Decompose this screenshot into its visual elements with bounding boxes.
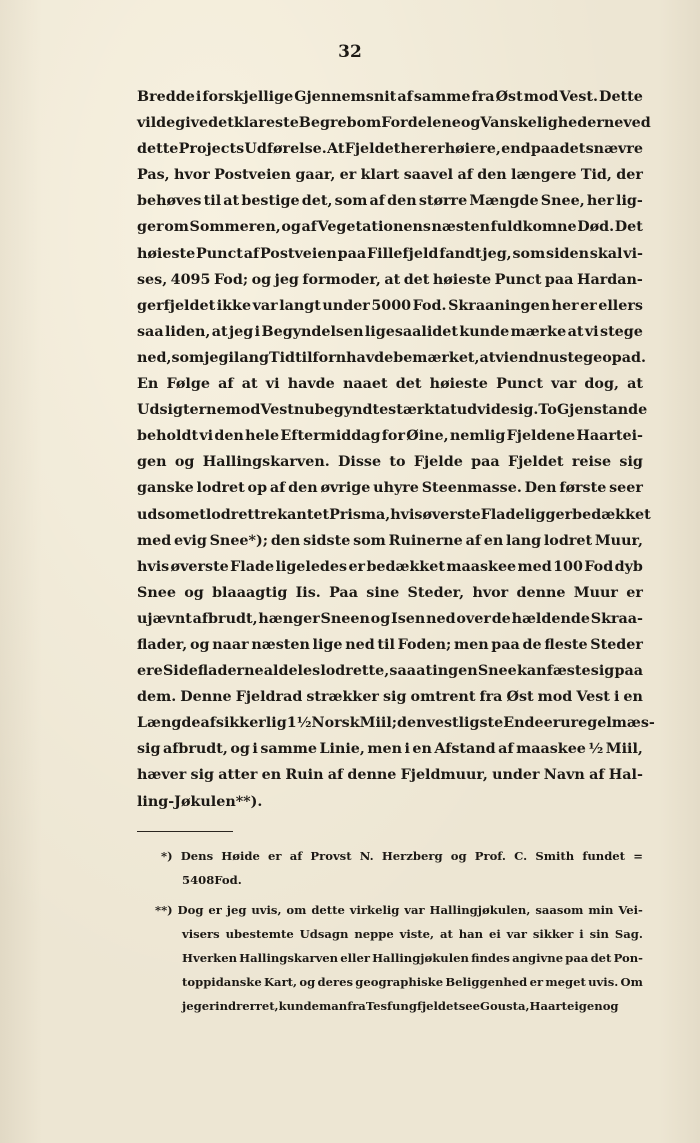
body-line: hæver sig atter en Ruin af denne Fjeldmuur, under Navn af Hal- [137,767,643,784]
body-line: Længde af sikkerlig 1½ Norsk Miil; den vestligste Ende er uregelmæs- [137,715,655,732]
body-line: flader, og naar næsten lige ned til Foden; men paa de fleste Steder [137,636,643,653]
body-line: hvis øverste Flade ligeledes er bedækket maaskee med 100 Fod dyb [137,558,643,575]
body-line: dem. Denne Fjeldrad strækker sig omtrent fra Øst mod Vest i en [137,689,643,706]
footnotes [137,844,643,1024]
body-line: ganske lodret op af den øvrige uhyre Steenmasse. Den første seer [137,480,643,497]
body-line: Pas, hvor Postveien gaar, er klart saavel af den længere Tid, der [137,167,643,184]
body-line: beholdt vi den hele Eftermiddag for Øine, nemlig Fjeldene Haartei- [137,428,643,445]
footnote-divider [137,831,233,832]
body-line: ere Sidefladerne aldeles lodrette, saa at ingen Snee kan fæste sig paa [137,663,643,680]
body-line: sig afbrudt, og i samme Linie, men i en Afstand af maaskee ½ Miil, [137,741,643,758]
body-line: gen og Hallingskarven. Disse to Fjelde paa Fjeldet reise sig [137,454,643,471]
footnote-line: **) Dog er jeg uvis, om dette virkelig var Hallingjøkulen, saasom min Vei- [155,903,643,917]
body-line: Snee og blaaagtig Iis. Paa sine Steder, hvor denne Muur er [137,584,643,601]
footnote-line: *) Dens Høide er af Provst N. Herzberg og Prof. C. Smith fundet = [161,849,643,863]
body-line: ger om Sommeren, og af Vegetationens næsten fuldkomne Død. Det [137,219,643,236]
body-line: En Følge af at vi havde naaet det høieste Punct var dog, at [137,376,643,393]
body-line: Udsigterne mod Vest nu begyndte stærkt at udvide sig. To Gjenstande [137,402,648,419]
body-line: ud som et lodret trekantet Prisma, hvis øverste Flade ligger bedækket [137,506,651,523]
footnote [137,844,643,892]
footnote-line: toppidanske Kart, og deres geographiske Beliggenhed er meget uvis. Om [182,975,643,989]
footnote-line: jeg erindrer ret, kunde man fra Tesfungfjeldet see Gousta, Haarteigen og [182,999,619,1013]
body-line: med evig Snee*); den sidste som Ruinerne af en lang lodret Muur, [137,532,643,549]
page-number: 32 [338,42,362,62]
footnote-line: visers ubestemte Udsagn neppe viste, at han ei var sikker i sin Sag. [182,927,643,941]
body-line: dette Projects Udførelse. At Fjeldet her er høiere, end paa det snævre [137,141,643,158]
footnote-line: Hverken Hallingskarven eller Hallingjøkulen findes angivne paa det Pon- [182,951,643,965]
body-line: Bredde i forskjellige Gjennemsnit af samme fra Øst mod Vest. Dette [137,89,643,105]
footnote [137,898,643,1018]
body-line: gerfjeldet ikke var langt under 5000 Fod. Skraaningen her er ellers [137,297,643,314]
body-line: ned, som jeg i lang Tid tilforn havde bemærket, at vi endnu stege opad. [137,349,647,366]
footnote-line: 5408 Fod. [182,873,242,887]
body-text [137,84,655,815]
body-line: høieste Punct af Postveien paa Fillefjeld fandt jeg, som siden skal vi- [137,245,643,262]
body-line: ling-Jøkulen**). [137,793,263,810]
body-line: ses, 4095 Fod; og jeg formoder, at det høieste Punct paa Hardan- [137,271,643,288]
body-line: behøves til at bestige det, som af den større Mængde Snee, her lig- [137,193,643,210]
body-line: vilde give det klareste Begreb om Fordelene og Vanskelighederne ved [137,115,651,132]
body-line: saa liden, at jeg i Begyndelsen ligesaalidet kunde mærke at vi stege [137,323,643,340]
body-line: ujævnt afbrudt, hænger Sneen og Isen ned over de hældende Skraa- [137,610,643,627]
